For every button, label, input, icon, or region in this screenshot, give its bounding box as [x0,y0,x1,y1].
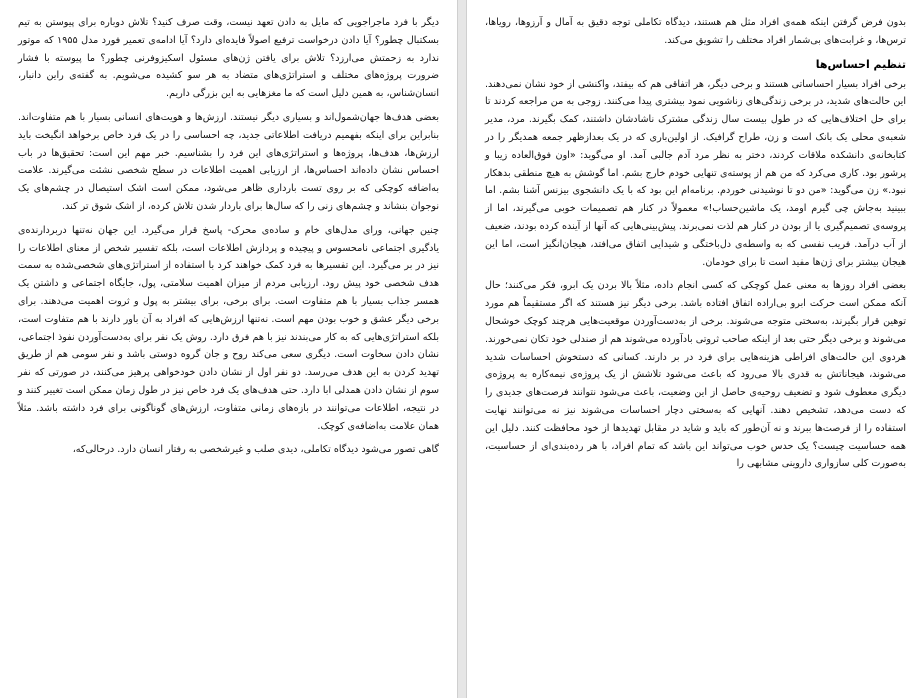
left-page [0,0,458,698]
right-paragraph-1: برخی افراد بسیار احساساتی هستند و برخی دیگر، هر اتفاقی هم که بیفتد، واکنشی از خود نشان نمی‌دهند. این حالت‌های شدید، در برخی زندگی‌های زناشویی نمود بیشتری پیدا می‌کنند. زوجی به من مراجعه کردند تا برای حل اختلاف‌هایی که در طول بیست سال زندگی مشترک ناشادشان داشتند، کمک بگیرند. مرد، مدیر شعبه‌ی محلی یک بانک است و زن، طراح گرافیک. از اولین‌باری که در یک بعدازظهر جمعه همدیگر را در کتابخانه‌ی دانشکده ملاقات کردند، دختر به نظر مرد آدم جالبی آمد. او می‌گوید: «اون فوق‌العاده زیبا و پرشور بود. کاری می‌کرد که من هم از پوسته‌ی تنهایی خودم خارج بشم. اما گوشش به هیچ منطقی بدهکار نبود.» زن می‌گوید: «من دو تا نوشیدنی خوردم. برنامه‌ام این بود که با یک دانشجوی بیزنس آشنا بشم. اما ببینید به‌جاش چی گیرم اومد، یک ماشین‌حساب!» معمولاً در کنار هم تصمیمات خوبی می‌گیرند، اما از پروسه‌ی تصمیم‌گیری یا از بودن در کنار هم لذت نمی‌برند. پیش‌بینی‌هایی که آنها از آینده کرده بودند، ضعیف از آب درآمد. فریب نفسی که به واسطه‌ی دل‌باختگی و شیدایی اتفاق می‌افتد، هیجان‌انگیز است، اما این هیجان بیشتر برای ژن‌ها مفید است تا برای خودمان. [485,78,906,268]
left-paragraph-3: چنین جهانی، ورای مدل‌های خام و ساده‌ی محرک- پاسخ قرار می‌گیرد. این جهان نه‌تنها دربردارنده‌ی یادگیری اجتماعی نامحسوس و پیچیده و پردازش اطلاعات است، بلکه تفسیر شخص از معنای اطلاعات را نیز در بر می‌گیرد. این تفسیرها به فرد کمک خواهند کرد با استفاده از استراتژی‌های شخصی‌شده به سمت هدف شخصی خود پیش رود. ارزیابی مردم از میزان اهمیت سلامتی، پول، جایگاه اجتماعی و داشتن یک همسر جذاب بسیار با هم متفاوت است. برای برخی، برای بیشتر به پول و ثروت اهمیت می‌دهند. برای برخی دیگر عشق و خوب بودن مهم است. نه‌تنها ارزش‌هایی که افراد به آن باور دارند با هم متفاوت است، بلکه استراتژی‌هایی که به کار می‌بندند نیز با هم فرق دارد. روش یک نفر برای به‌دست‌آوردن نفوذ اجتماعی، نشان دادن سخاوت است. دیگری سعی می‌کند روح و جان گروه دوستی باشد و نفر سومی هم از طریق تهدید کردن به این هدف می‌رسد. دو نفر اول از نشان دادن خودخواهی پرهیز می‌کنند، در صورتی که نفر سوم از نشان دادن همدلی ابا دارد. حتی هدف‌های یک فرد خاص نیز در طول زمان ممکن است تغییر کنند و در نتیجه، اطلاعات می‌توانند در بازه‌های زمانی متفاوت، ارزش‌های گوناگونی برای فرد داشته باشد. مثلاً همان علامت به‌اضافه‌ی کوچک. [18,224,439,432]
section-heading: تنظیم احساس‌ها [815,57,906,71]
right-page-text [485,14,906,473]
right-paragraph-2: بعضی افراد روزها به معنی عمل کوچکی که کسی انجام داده، مثلاً بالا بردن یک ابرو، فکر می‌کنند؛ حال آنکه ممکن است حرکت ابرو بی‌اراده اتفاق افتاده باشد. برخی دیگر نیز هستند که اگر مستقیماً هم مورد توهین قرار بگیرند، به‌سختی متوجه می‌شوند. برخی از به‌دست‌آوردن موقعیت‌هایی هرچند کوچک خوشحال می‌شوند و برخی دیگر حتی بعد از اینکه صاحب ثروتی بادآورده می‌شوند هم از صندلی خود تکان نمی‌خورند. هردوی این حالت‌های افراطی هزینه‌هایی برای فرد در بر دارند. کسانی که دستخوش احساسات شدید می‌شوند، هیجاناتش به قدری بالا می‌رود که باعث می‌شود تلاشش از یک پروژه‌ی نیمه‌کاره به پروژه‌ی دیگری معطوف شود و تضعیف روحیه‌ی حاصل از این وضعیت، باعث می‌شود نتوانند فرصت‌های جدیدی را که دست می‌دهد، تشخیص دهند. آنهایی که به‌سختی دچار احساسات می‌شوند نیز نه می‌توانند نهایت استفاده را از فرصت‌ها ببرند و نه آن‌طور که باید و شاید در مقابل تهدیدها از خود محافظت کنند. دلیل این همه حساسیت چیست؟ یک حدس خوب می‌تواند این باشد که تمام افراد، با هر رده‌بندی‌ای از حساسیت، به‌صورت کلی سازواری داروینی مشابهی را [485,280,906,470]
left-paragraph-4: گاهی تصور می‌شود دیدگاه تکاملی، دیدی صلب و غیرشخصی به رفتار انسان دارد. درحالی‌که، [72,444,439,456]
left-page-text [18,14,439,459]
left-paragraph-1: دیگر با فرد ماجراجویی که مایل به دادن تعهد نیست، وقت صرف کنید؟ تلاش دوباره برای پیوستن به تیم بسکتبال چطور؟ آیا دادن درخواست ترفیع اصولاً فایده‌ای دارد؟ آیا ادامه‌ی تعمیر فورد مدل ۱۹۵۵ که موتور ندارد به زحمتش می‌ارزد؟ تلاش برای یافتن ژن‌های مسئول اسکیزوفرنی چطور؟ ما پیوسته با فشار ضرورت پروژه‌های مختلف و استراتژی‌های متضاد به هر سو کشیده می‌شویم. به گفته‌ی راین دانبار، انسان‌شناس، به همین دلیل است که ما مغزهایی به این بزرگی داریم. [18,17,439,100]
right-intro-paragraph: بدون فرض گرفتن اینکه همه‌ی افراد مثل هم هستند، دیدگاه تکاملی توجه دقیق به آمال و آرزوها، رویاها، ترس‌ها، و غرابت‌های بی‌شمار افراد مختلف را تشویق می‌کند. [485,17,906,46]
left-paragraph-2: بعضی هدف‌ها جهان‌شمول‌اند و بسیاری دیگر نیستند. ارزش‌ها و هویت‌های انسانی بسیار با هم متفاوت‌اند. بنابراین برای اینکه بفهمیم دریافت اطلاعاتی جدید، چه احساسی را در یک فرد خاص برخواهد انگیخت باید ارزش‌ها، هدف‌ها، پروژه‌ها و استراتژی‌های این فرد را بشناسیم. خبر مهم این است: تحقیق‌ها در باب احساس نشان داده‌اند احساس‌ها، از ارزیابی اهمیت اطلاعات در سطح شخصی نشئت می‌گیرند. علامت به‌اضافه کوچکی که بر روی تست بارداری ظاهر می‌شود، ممکن است اشک استیصال در چشم‌های یک نوجوان بنشاند و چشم‌های زنی را که سال‌ها برای باردار شدن تلاش کرده، از اشک شوق تر کند. [18,111,439,212]
right-page [466,0,924,698]
